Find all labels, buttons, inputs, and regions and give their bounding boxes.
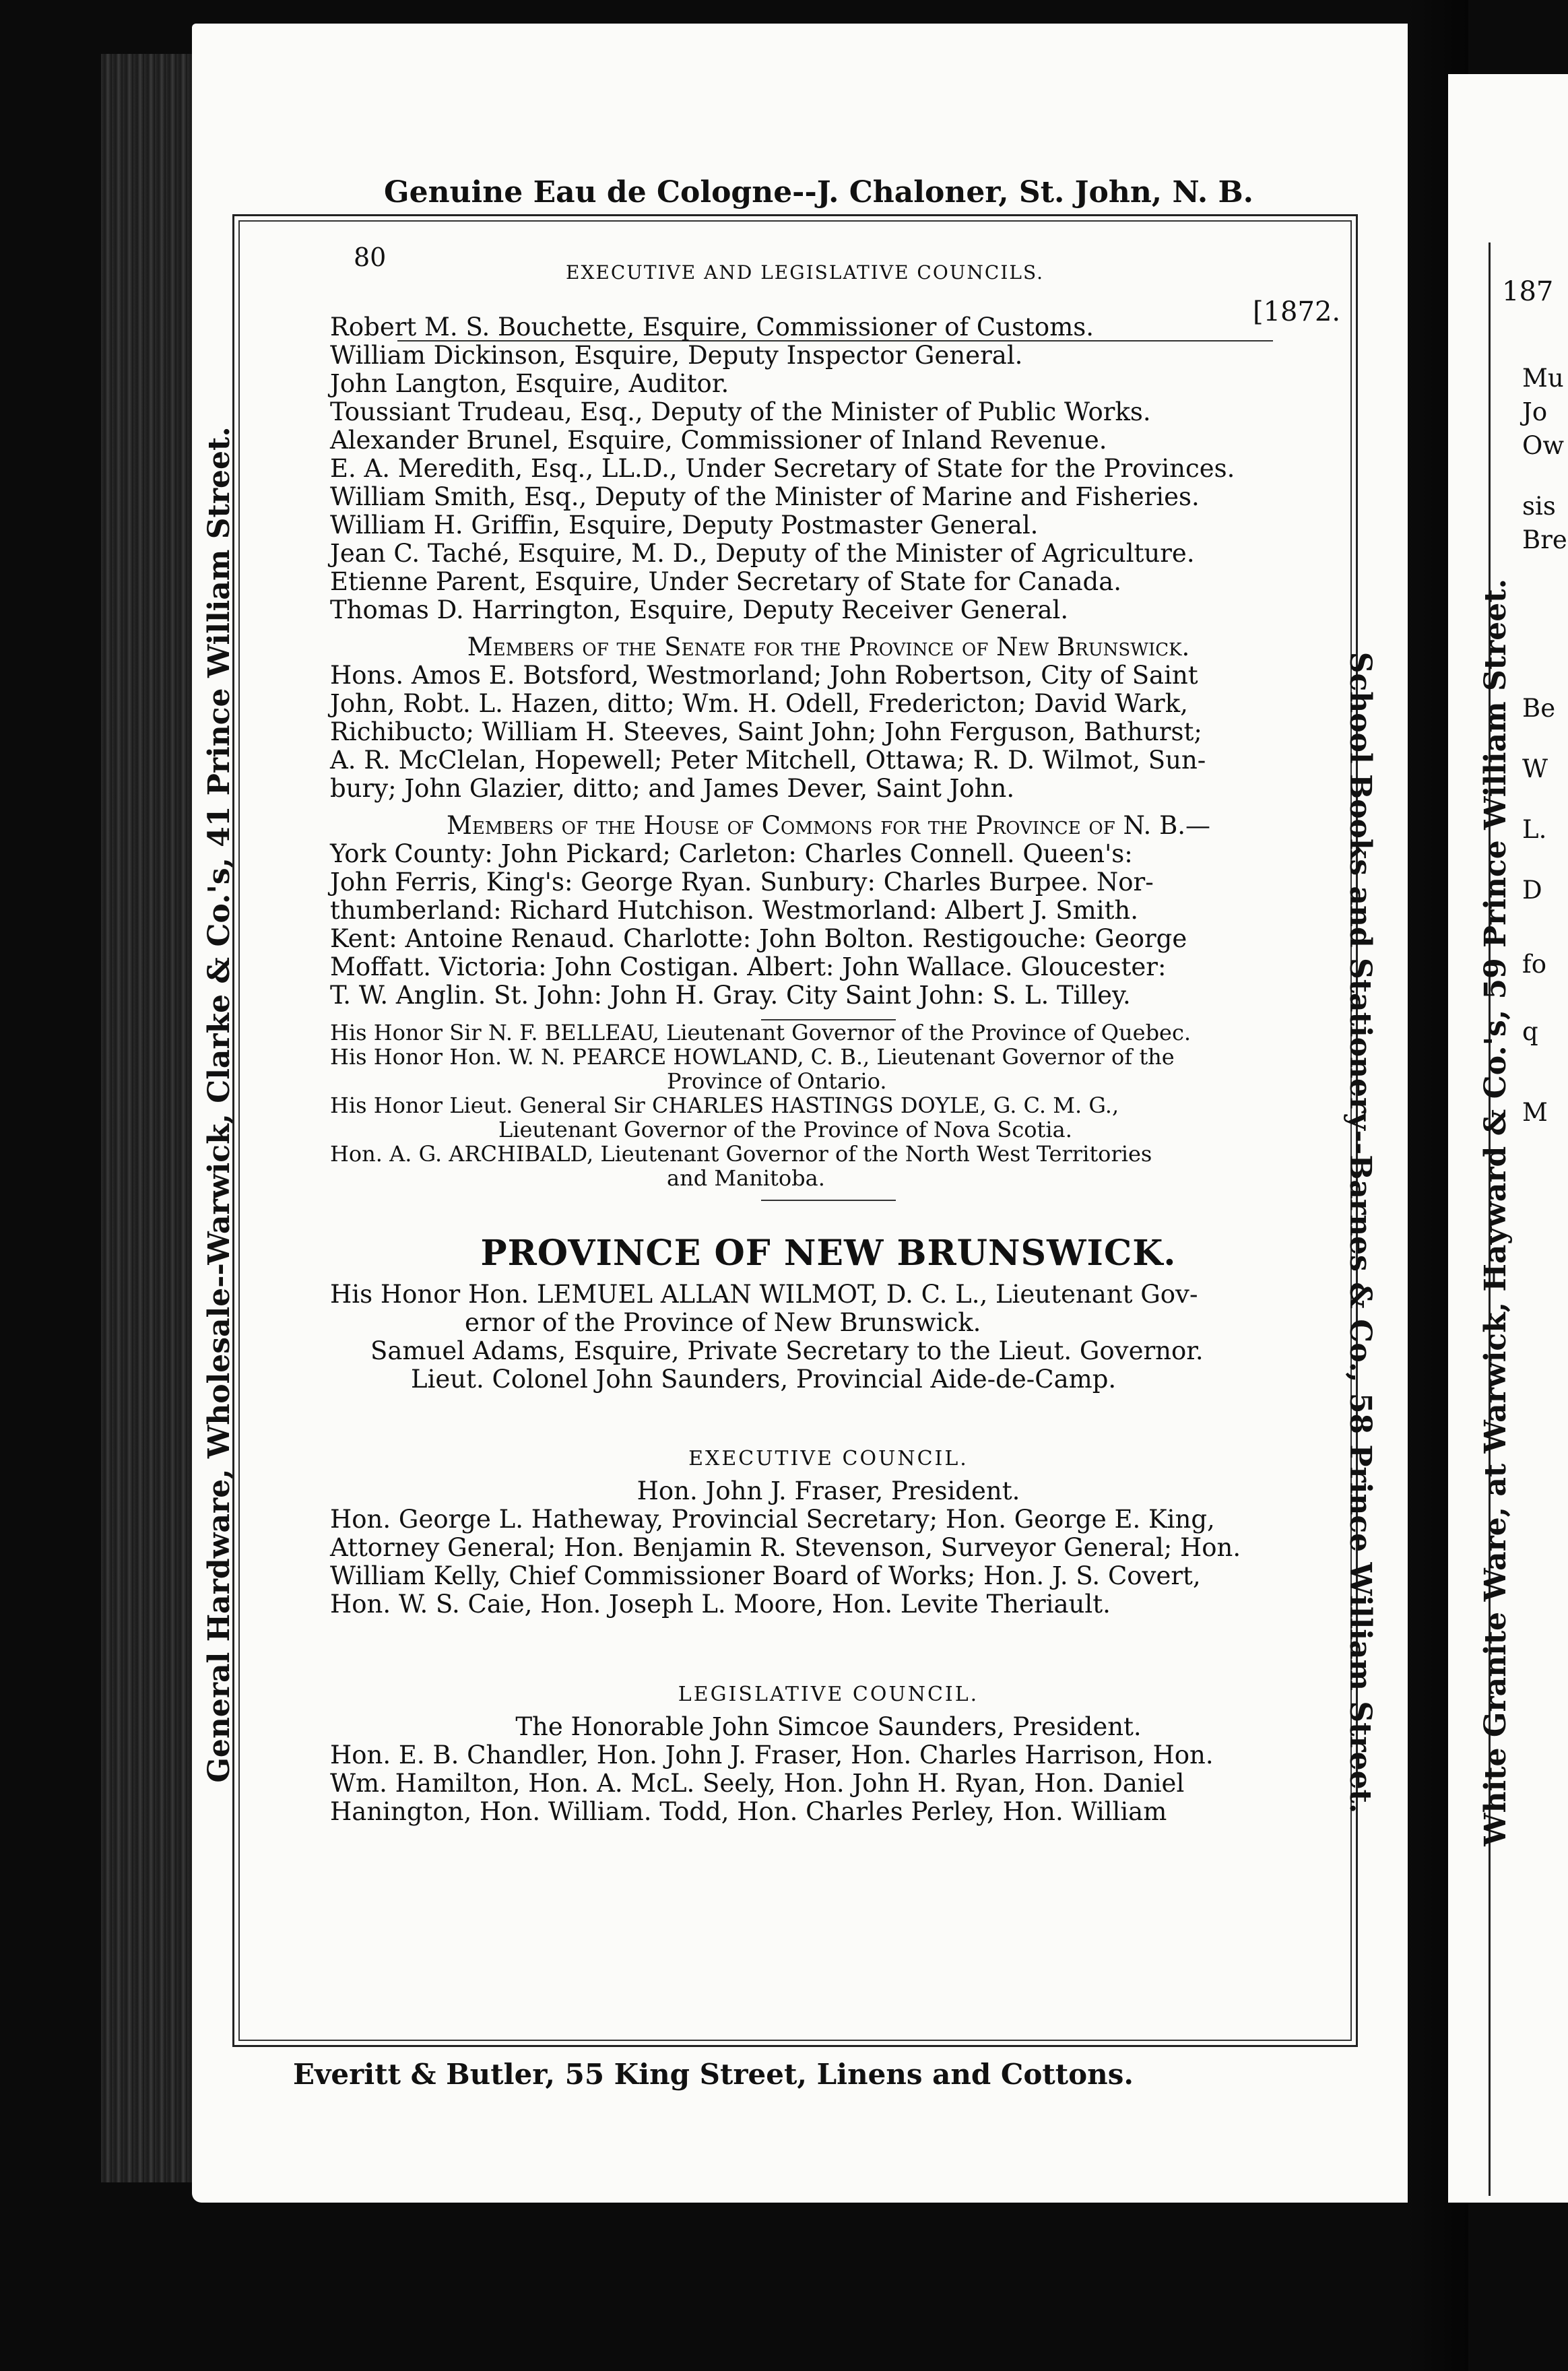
executive-council xyxy=(330,1435,1327,1619)
legislative-line: Hon. E. B. Chandler, Hon. John J. Fraser, Hon. Charles Harrison, Hon. xyxy=(330,1741,1214,1769)
section-rule xyxy=(761,1200,896,1201)
senate-line: Richibucto; William H. Steeves, Saint John; John Ferguson, Bathurst; xyxy=(330,717,1202,746)
province-section xyxy=(330,1233,1327,1394)
senate-section xyxy=(330,633,1327,803)
next-page-text: Mu xyxy=(1522,364,1564,393)
legislative-council xyxy=(330,1670,1327,1826)
senate-line: A. R. McClelan, Hopewell; Peter Mitchell, Ottawa; R. D. Wilmot, Sun- xyxy=(330,746,1206,775)
commons-line: T. W. Anglin. St. John: John H. Gray. City Saint John: S. L. Tilley. xyxy=(330,981,1131,1010)
senate-heading: Members of the Senate for the Province of New Brunswick. xyxy=(467,632,1190,661)
province-title: PROVINCE OF NEW BRUNSWICK. xyxy=(480,1233,1177,1274)
executive-council-heading: EXECUTIVE COUNCIL. xyxy=(688,1447,969,1470)
official-entry: William H. Griffin, Esquire, Deputy Postmaster General. xyxy=(330,511,1039,540)
next-page-text: Ow xyxy=(1522,431,1565,460)
next-page-text: fo xyxy=(1522,950,1546,979)
commons-line: York County: John Pickard; Carleton: Charles Connell. Queen's: xyxy=(330,839,1133,868)
executive-line: Hon. W. S. Caie, Hon. Joseph L. Moore, Hon. Levite Theriault. xyxy=(330,1590,1111,1619)
next-page-text: M xyxy=(1522,1098,1548,1127)
executive-line: William Kelly, Chief Commissioner Board of Works; Hon. J. S. Covert, xyxy=(330,1561,1201,1590)
next-page-text: L. xyxy=(1522,815,1547,844)
executive-president: Hon. John J. Fraser, President. xyxy=(636,1476,1020,1505)
governor-line: Hon. A. G. ARCHIBALD, Lieutenant Governor of the North West Territories xyxy=(330,1141,1152,1167)
official-entry: John Langton, Esquire, Auditor. xyxy=(330,369,729,398)
commons-section xyxy=(330,812,1327,1030)
official-entry: William Dickinson, Esquire, Deputy Inspector General. xyxy=(330,341,1023,370)
governor-line: and Manitoba. xyxy=(667,1165,825,1191)
governor-line: Lieutenant Governor of the Province of Nova Scotia. xyxy=(498,1117,1072,1142)
page-number: 80 xyxy=(354,242,387,272)
next-page-text: D xyxy=(1522,876,1542,905)
senate-line: bury; John Glazier, ditto; and James Dever, Saint John. xyxy=(330,774,1015,803)
page-year: [1872. xyxy=(1253,296,1341,327)
senate-line: John, Robt. L. Hazen, ditto; Wm. H. Odell, Fredericton; David Wark, xyxy=(330,689,1188,718)
aide-line: Lieut. Colonel John Saunders, Provincial Aide-de-Camp. xyxy=(411,1365,1117,1394)
official-entry: Toussiant Trudeau, Esq., Deputy of the Minister of Public Works. xyxy=(330,397,1151,426)
next-page-year: 187 xyxy=(1502,276,1554,307)
commons-line: John Ferris, King's: George Ryan. Sunbury: Charles Burpee. Nor- xyxy=(330,868,1154,897)
legislative-council-heading: LEGISLATIVE COUNCIL. xyxy=(678,1683,979,1706)
next-page-text: Bre xyxy=(1522,525,1567,554)
official-entry: Alexander Brunel, Esquire, Commissioner of Inland Revenue. xyxy=(330,426,1107,455)
commons-line: Kent: Antoine Renaud. Charlotte: John Bolton. Restigouche: George xyxy=(330,924,1187,953)
right-side-advertisement: School Books and Stationery--Barnes & Co., 58 Prince William Street. xyxy=(1343,651,1377,1814)
next-page-side-advertisement: White Granite Ware, at Warwick, Hayward & Co.'s, 59 Prince William Street. xyxy=(1478,579,1513,1846)
running-title: EXECUTIVE AND LEGISLATIVE COUNCILS. xyxy=(566,261,1045,284)
official-entry: William Smith, Esq., Deputy of the Minister of Marine and Fisheries. xyxy=(330,482,1200,511)
next-page-text: q xyxy=(1522,1017,1538,1046)
page-content xyxy=(249,229,1340,2034)
next-page-fragment xyxy=(1448,74,1568,2203)
legislative-president: The Honorable John Simcoe Saunders, President. xyxy=(515,1712,1142,1741)
officials-list xyxy=(330,313,1327,624)
legislative-line: Wm. Hamilton, Hon. A. McL. Seely, Hon. John H. Ryan, Hon. Daniel xyxy=(330,1769,1185,1798)
left-side-advertisement: General Hardware, Wholesale--Warwick, Clarke & Co.'s, 41 Prince William Street. xyxy=(202,426,236,1783)
senate-line: Hons. Amos E. Botsford, Westmorland; John Robertson, City of Saint xyxy=(330,661,1198,690)
governor-line: His Honor Lieut. General Sir CHARLES HASTINGS DOYLE, G. C. M. G., xyxy=(330,1093,1119,1118)
official-entry: Etienne Parent, Esquire, Under Secretary of State for Canada. xyxy=(330,567,1122,596)
book-page-edges xyxy=(101,54,202,2182)
executive-line: Attorney General; Hon. Benjamin R. Stevenson, Surveyor General; Hon. xyxy=(330,1533,1241,1562)
executive-line: Hon. George L. Hatheway, Provincial Secretary; Hon. George E. King, xyxy=(330,1505,1215,1534)
governor-line: Province of Ontario. xyxy=(667,1068,887,1094)
next-page-text: Be xyxy=(1522,694,1556,723)
next-page-text: sis xyxy=(1522,492,1556,521)
commons-heading: Members of the House of Commons for the Province of N. B.— xyxy=(446,811,1211,840)
commons-line: Moffatt. Victoria: John Costigan. Albert: John Wallace. Gloucester: xyxy=(330,952,1167,981)
official-entry: Jean C. Taché, Esquire, M. D., Deputy of the Minister of Agriculture. xyxy=(330,539,1195,568)
commons-line: thumberland: Richard Hutchison. Westmorland: Albert J. Smith. xyxy=(330,896,1139,925)
governor-line: ernor of the Province of New Brunswick. xyxy=(465,1308,981,1337)
secretary-line: Samuel Adams, Esquire, Private Secretary to the Lieut. Governor. xyxy=(370,1336,1204,1365)
official-entry: Robert M. S. Bouchette, Esquire, Commissioner of Customs. xyxy=(330,313,1095,342)
official-entry: Thomas D. Harrington, Esquire, Deputy Receiver General. xyxy=(330,595,1069,624)
legislative-line: Hanington, Hon. William. Todd, Hon. Charles Perley, Hon. William xyxy=(330,1797,1167,1826)
next-page-text: W xyxy=(1522,754,1548,783)
official-entry: E. A. Meredith, Esq., LL.D., Under Secretary of State for the Provinces. xyxy=(330,454,1235,483)
top-advertisement: Genuine Eau de Cologne--J. Chaloner, St. John, N. B. xyxy=(384,175,1253,209)
next-page-text: Jo xyxy=(1522,397,1548,426)
bottom-advertisement: Everitt & Butler, 55 King Street, Linens and Cottons. xyxy=(293,2058,1134,2091)
governor-line: His Honor Hon. W. N. PEARCE HOWLAND, C. B., Lieutenant Governor of the xyxy=(330,1044,1175,1070)
governor-line: His Honor Hon. LEMUEL ALLAN WILMOT, D. C. L., Lieutenant Gov- xyxy=(330,1280,1198,1309)
governor-line: His Honor Sir N. F. BELLEAU, Lieutenant Governor of the Province of Quebec. xyxy=(330,1020,1191,1045)
lieutenant-governors xyxy=(330,1020,1327,1210)
